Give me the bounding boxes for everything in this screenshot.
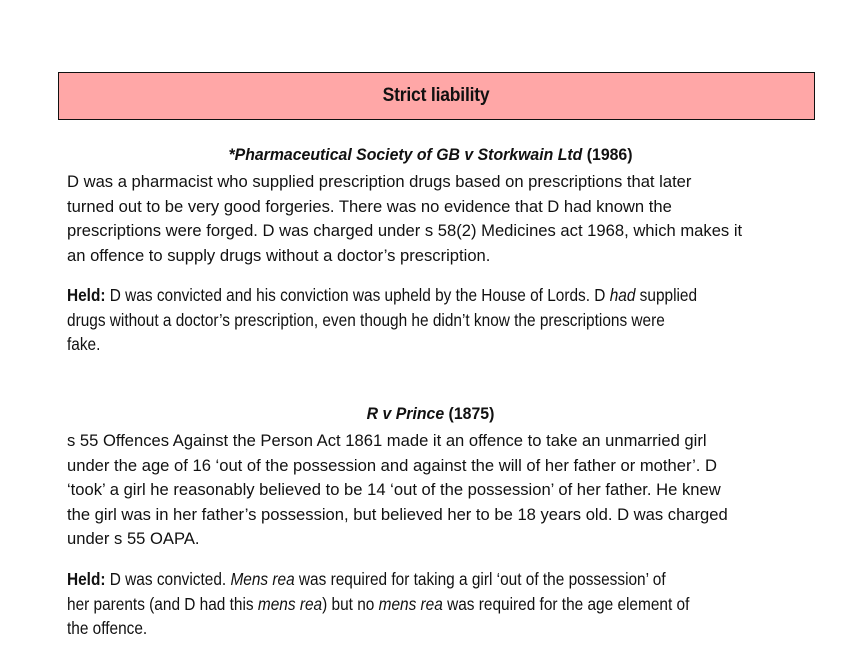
case-year: (1986): [582, 146, 633, 164]
held-emphasis: had: [609, 285, 636, 305]
case-title-storkwain: [17, 146, 844, 165]
facts-line: under s 55 OAPA.: [67, 529, 200, 548]
held-emphasis: Mens rea: [230, 569, 295, 589]
case-name: Pharmaceutical Society of GB v Storkwain Ltd: [234, 146, 583, 164]
facts-line: D was a pharmacist who supplied prescription drugs based on prescriptions that later: [67, 172, 692, 191]
held-text: ) but no: [322, 593, 379, 614]
case-name: R v Prince: [366, 405, 445, 423]
held-text: was required for taking a girl ‘out of the possession’ of: [294, 569, 666, 589]
section-banner: [58, 72, 815, 120]
held-label: Held:: [67, 285, 106, 305]
case-held-prince: [67, 567, 827, 641]
case-title-prince: [17, 405, 844, 424]
held-line: the offence.: [67, 618, 148, 638]
case-title-prefix: *: [228, 146, 235, 164]
held-emphasis: mens rea: [257, 593, 323, 614]
held-text: her parents (and D had this: [67, 593, 258, 614]
facts-line: turned out to be very good forgeries. There was no evidence that D had known the: [67, 196, 672, 216]
facts-line: under the age of 16 ‘out of the possession and against the will of her father or mother’. D: [67, 455, 718, 475]
held-line: drugs without a doctor’s prescription, even though he didn’t know the prescriptions were: [67, 309, 665, 330]
held-text: was required for the age element of: [442, 593, 690, 614]
facts-line: the girl was in her father’s possession, but believed her to be 18 years old. D was charged: [67, 504, 728, 524]
held-line: fake.: [67, 334, 101, 354]
held-text: supplied: [635, 285, 698, 305]
facts-line: s 55 Offences Against the Person Act 1861 made it an offence to take an unmarried girl: [67, 431, 707, 450]
facts-line: ‘took’ a girl he reasonably believed to be 14 ‘out of the possession’ of her father. He knew: [67, 480, 721, 499]
facts-line: prescriptions were forged. D was charged under s 58(2) Medicines act 1968, which makes it: [67, 221, 743, 240]
case-held-storkwain: [67, 283, 827, 357]
held-label: Held:: [67, 569, 106, 589]
section-title: Strict liability: [383, 85, 490, 106]
held-text: D was convicted.: [105, 569, 231, 589]
held-line: [67, 283, 736, 308]
case-facts-storkwain: [67, 170, 827, 268]
case-facts-prince: [67, 429, 827, 552]
held-line: [67, 567, 736, 592]
held-line: [67, 592, 736, 617]
held-text: D was convicted and his conviction was upheld by the House of Lords. D: [105, 285, 610, 305]
held-emphasis: mens rea: [378, 593, 443, 614]
case-year: (1875): [444, 405, 495, 423]
facts-line: an offence to supply drugs without a doctor’s prescription.: [67, 245, 491, 265]
